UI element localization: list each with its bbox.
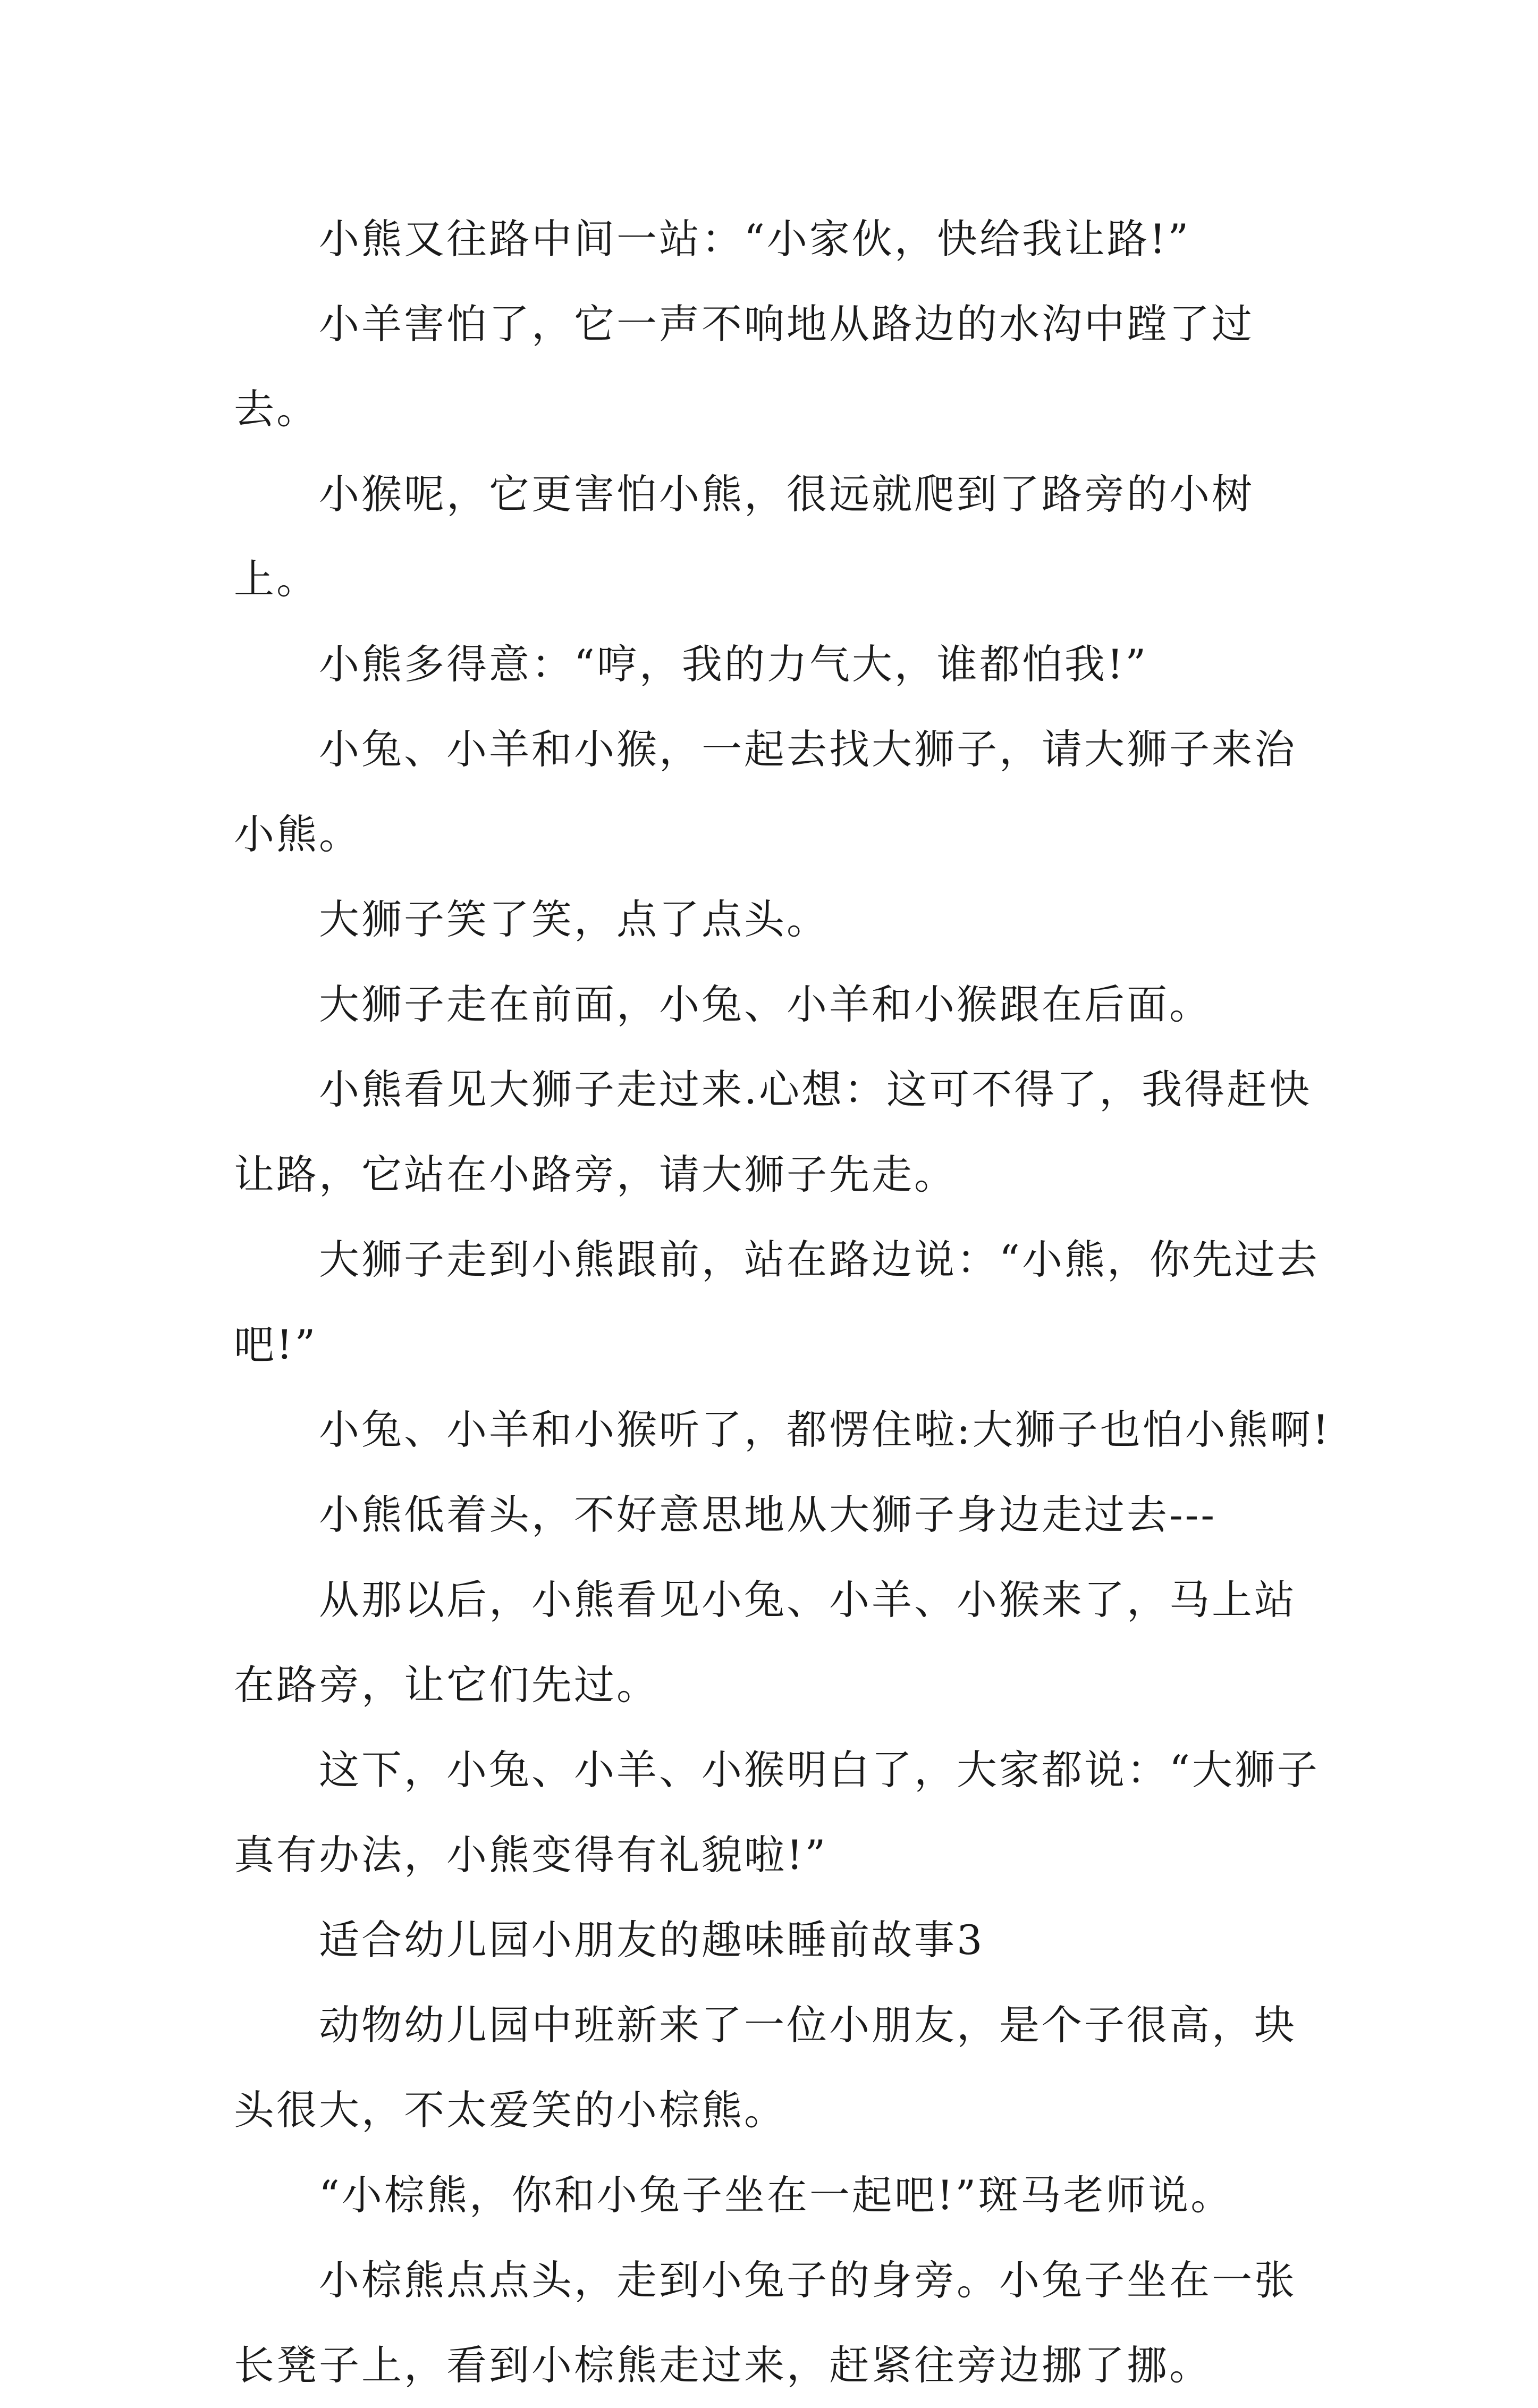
paragraph: 大狮子走到小熊跟前，站在路边说：“小熊，你先过去吧!” — [234, 1236, 1320, 1368]
paragraph: 小棕熊点点头，走到小兔子的身旁。小兔子坐在一张长凳子上，看到小棕熊走过来，赶紧往旁边挪了挪。 — [234, 2257, 1297, 2389]
paragraph: 小熊多得意：“哼，我的力气大，谁都怕我!” — [319, 641, 1148, 688]
paragraph: 这下，小兔、小羊、小猴明白了，大家都说：“大狮子真有办法，小熊变得有礼貌啦!” — [234, 1746, 1320, 1879]
document-body — [234, 197, 1334, 2408]
paragraph: “小棕熊，你和小兔子坐在一起吧!”斑马老师说。 — [319, 2171, 1233, 2219]
paragraph: 动物幼儿园中班新来了一位小朋友，是个子很高，块头很大，不太爱笑的小棕熊。 — [234, 2001, 1297, 2134]
paragraph: 从那以后，小熊看见小兔、小羊、小猴来了，马上站在路旁，让它们先过。 — [234, 1576, 1297, 1708]
paragraph: 小羊害怕了，它一声不响地从路边的水沟中蹚了过去。 — [234, 300, 1254, 433]
paragraph: 小熊看见大狮子走过来.心想：这可不得了，我得赶快让路，它站在小路旁，请大狮子先走。 — [234, 1066, 1312, 1198]
paragraph: 大狮子走在前面，小兔、小羊和小猴跟在后面。 — [319, 981, 1212, 1028]
section-heading: 适合幼儿园小朋友的趣味睡前故事3 — [319, 1916, 985, 1964]
paragraph: 小兔、小羊和小猴听了，都愣住啦:大狮子也怕小熊啊! — [319, 1406, 1331, 1453]
paragraph: 小兔、小羊和小猴，一起去找大狮子，请大狮子来治小熊。 — [234, 726, 1297, 858]
paragraph: 小熊又往路中间一站：“小家伙，快给我让路!” — [319, 215, 1191, 263]
paragraph: 大狮子笑了笑，点了点头。 — [319, 896, 829, 943]
paragraph: 小猴呢，它更害怕小熊，很远就爬到了路旁的小树上。 — [234, 470, 1254, 603]
paragraph: 小熊低着头，不好意思地从大狮子身边走过去--- — [319, 1491, 1217, 1538]
